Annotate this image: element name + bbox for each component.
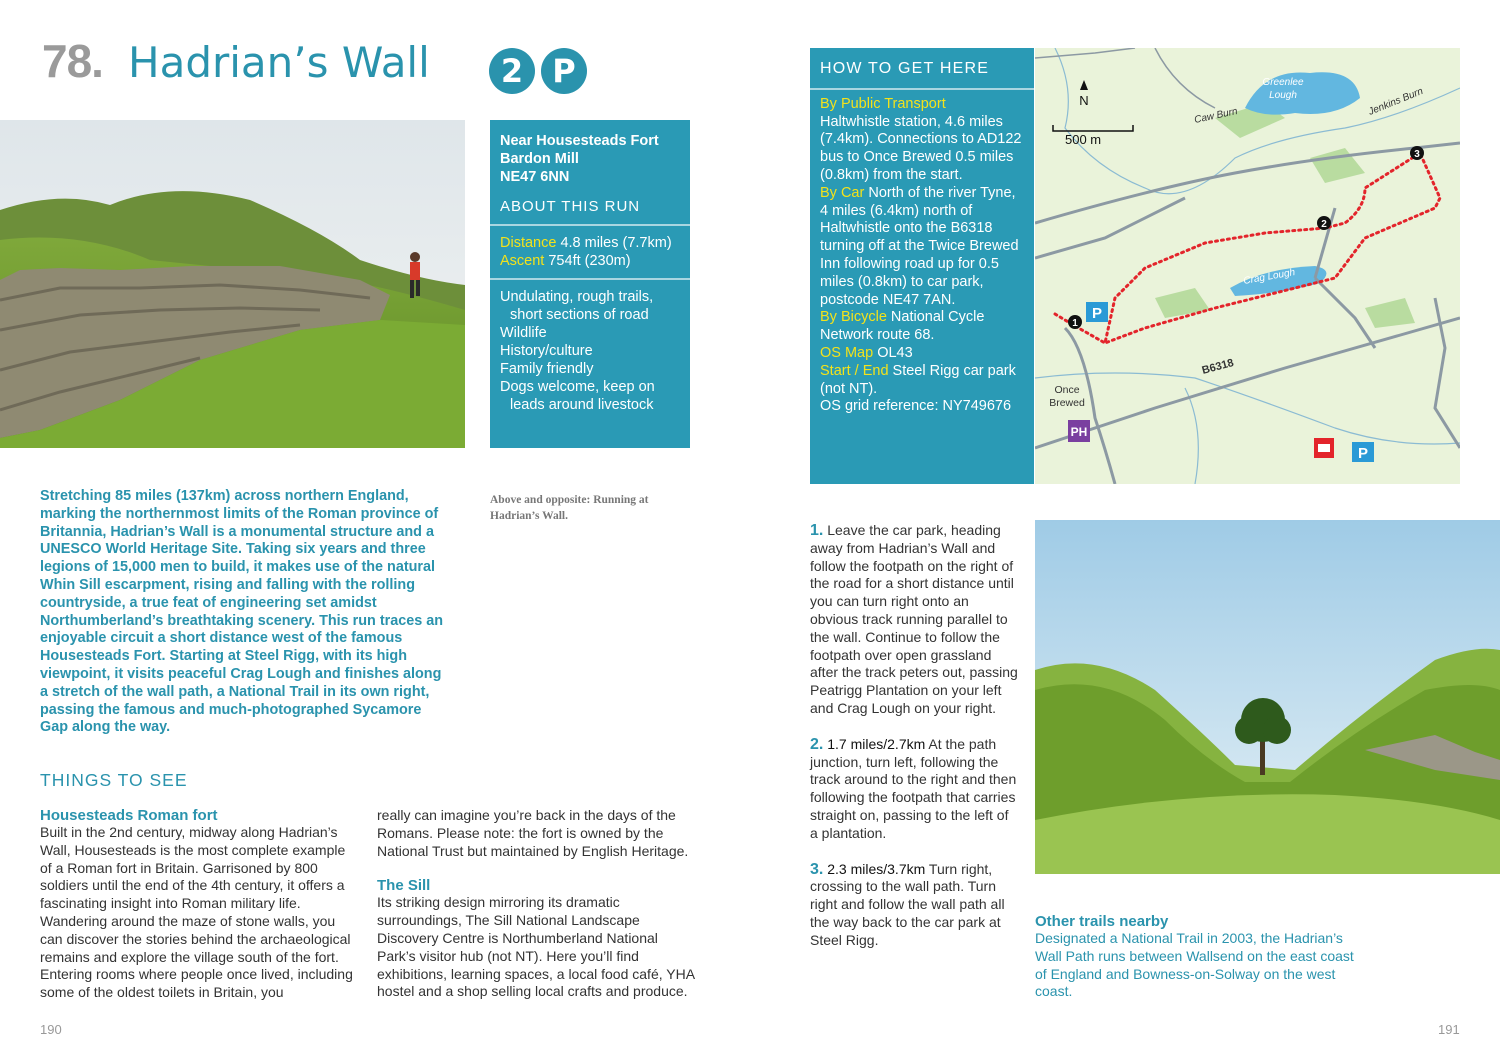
pub-label: PH bbox=[1070, 425, 1088, 439]
public-transport-text: Haltwhistle station, 4.6 miles (7.4km). Connections to AD122 bus to Once Brewed 0.5 miles (0.8km) from the start. bbox=[820, 113, 1022, 183]
step-number: 1. bbox=[810, 522, 824, 539]
ascent-value: 754ft (230m) bbox=[544, 253, 631, 269]
housesteads-text: Built in the 2nd century, midway along Hadrian’s Wall, Housesteads is the most complete example of a Roman fort in Britain. Garrisoned by 800 soldiers until the end of the 4th century, it offers a fascinating insight into Roman military life. Wandering around the maze of stone walls, you can discover the stories behind the archaeological remains and explore the village south of the fort. Entering rooms where people once lived, including some of the oldest toilets in Britain, you bbox=[40, 824, 353, 1001]
things-column-left bbox=[40, 807, 360, 1002]
car-row bbox=[820, 185, 1024, 310]
things-to-see-heading: THINGS TO SEE bbox=[40, 770, 188, 790]
housesteads-text-continued: really can imagine you’re back in the days of the Romans. Please note: the fort is owned by the National Trust but maintained by English Heritage. bbox=[377, 807, 689, 859]
other-trails-heading: Other trails nearby bbox=[1035, 913, 1169, 930]
how-heading: HOW TO GET HERE bbox=[810, 48, 1034, 90]
about-heading: ABOUT THIS RUN bbox=[500, 198, 641, 215]
intro-paragraph: Stretching 85 miles (137km) across northern England, marking the northernmost limits of the Roman province of Britannia, Hadrian’s Wall is a monumental structure and a UNESCO World Heritage Site. Taking six years and three legions of 15,000 men to build, it makes use of the natural Whin Sill escarpment, rising and falling with the rolling countryside, a true feat of engineering set amidst Northumberland’s breathtaking scenery. This run traces an enjoyable circuit a short distance west of the famous Housesteads Fort. Starting at Steel Rigg, with its high viewpoint, it visits peaceful Crag Lough and finishes along a stretch of the wall path, a National Trail in its own right, passing the famous and much-photographed Sycamore Gap along the way. bbox=[40, 488, 444, 736]
photo-caption: Above and opposite: Running at Hadrian’s Wall. bbox=[490, 494, 649, 522]
bicycle-text: National Cycle Network route 68. bbox=[820, 309, 985, 344]
start-end-label: Start / End bbox=[820, 362, 889, 379]
feature-item: Dogs welcome, keep on leads around livestock bbox=[500, 379, 655, 413]
os-map-text: OL43 bbox=[873, 344, 913, 361]
sycamore-gap-photo bbox=[1035, 520, 1500, 874]
svg-text:P: P bbox=[1357, 445, 1369, 462]
ascent-row bbox=[500, 252, 680, 270]
other-trails-nearby bbox=[1035, 913, 1365, 1001]
scale-label: 500 m bbox=[1065, 132, 1102, 147]
page-number-left: 190 bbox=[40, 1022, 62, 1037]
start-end-text: Steel Rigg car park (not NT). bbox=[820, 362, 1016, 397]
step-text: Turn right, crossing to the wall path. Turn right and follow the wall path all the way back to the car park at Steel Rigg. bbox=[810, 860, 1005, 948]
route-map bbox=[1035, 48, 1460, 484]
housesteads-heading: Housesteads Roman fort bbox=[40, 807, 218, 824]
map-label-caw-burn: Caw Burn bbox=[1193, 106, 1239, 126]
step-text: Leave the car park, heading away from Hadrian’s Wall and follow the footpath on the right of the road for a short distance until you can turn right onto an obvious track running parallel to the wall. Continue to follow the footpath over open grassland after the track peters out, passing Peatrigg Plantation on your left and Crag Lough on your right. bbox=[810, 522, 1018, 716]
feature-item: Wildlife bbox=[500, 325, 547, 341]
feature-item: History/culture bbox=[500, 343, 593, 359]
divider bbox=[490, 224, 690, 226]
bicycle-row bbox=[820, 309, 1024, 345]
distance-row bbox=[500, 234, 680, 252]
how-to-get-here-box bbox=[810, 48, 1034, 484]
waypoint-label: 1 bbox=[1072, 318, 1078, 329]
waypoint-label: 2 bbox=[1321, 219, 1327, 230]
the-sill-text: Its striking design mirroring its dramatic surroundings, The Sill National Landscape Discovery Centre is Northumberland National Park’s visitor hub (not NT). Here you’ll find exhibitions, learning spaces, a local food café, YHA hostel and a shop selling local crafts and produce. bbox=[377, 894, 695, 1000]
step-distance: 1.7 miles/2.7km bbox=[823, 735, 926, 752]
the-sill-heading: The Sill bbox=[377, 877, 431, 895]
north-label: N bbox=[1079, 93, 1089, 108]
hadrians-wall-photo bbox=[0, 120, 465, 448]
car-label: By Car bbox=[820, 184, 865, 201]
page-number-right: 191 bbox=[1438, 1022, 1460, 1037]
public-transport-label: By Public Transport bbox=[820, 95, 946, 112]
feature-item: Family friendly bbox=[500, 361, 594, 377]
map-label-crag-lough: Crag Lough bbox=[1242, 267, 1296, 287]
run-number: 78. bbox=[42, 35, 103, 87]
route-directions bbox=[810, 522, 1020, 968]
step bbox=[810, 861, 1020, 950]
map-label-once-brewed: Once Brewed bbox=[1049, 384, 1085, 409]
grid-reference: OS grid reference: NY749676 bbox=[820, 398, 1012, 415]
step-number: 3. bbox=[810, 860, 824, 878]
os-map-row bbox=[820, 345, 1024, 363]
run-info-box bbox=[490, 120, 690, 448]
rating-badge: 2 bbox=[489, 48, 535, 94]
distance-value: 4.8 miles (7.7km) bbox=[556, 235, 672, 251]
map-label-greenlee: Greenlee Lough bbox=[1262, 77, 1304, 101]
things-column-right bbox=[377, 807, 697, 1001]
distance-label: Distance bbox=[500, 235, 557, 251]
parking-badge: P bbox=[541, 48, 587, 94]
step-number: 2. bbox=[810, 735, 824, 753]
step bbox=[810, 522, 1020, 718]
step-distance: 2.3 miles/3.7km bbox=[823, 860, 926, 877]
other-trails-text: Designated a National Trail in 2003, the Hadrian’s Wall Path runs between Wallsend on the east coast of England and Bowness-on-Solway on the west coast. bbox=[1035, 930, 1354, 1000]
divider bbox=[490, 278, 690, 280]
map-label-road: B6318 bbox=[1200, 356, 1236, 377]
address-line: Near Housesteads Fort bbox=[500, 133, 659, 149]
car-text: North of the river Tyne, 4 miles (6.4km) north of Haltwhistle onto the B6318 turning off at the Twice Brewed Inn following road up for 0.5 miles (0.8km) to car park, postcode NE47 7AN. bbox=[820, 184, 1019, 308]
feature-item: Undulating, rough trails, short sections of road bbox=[500, 289, 654, 323]
bicycle-label: By Bicycle bbox=[820, 309, 887, 326]
step-text: At the path junction, turn left, following the track around to the right and then following the footpath that carries straight on, passing to the left of a plantation. bbox=[810, 735, 1017, 841]
page-title: Hadrian’s Wall bbox=[128, 38, 430, 87]
start-end-row bbox=[820, 363, 1024, 399]
ascent-label: Ascent bbox=[500, 253, 545, 269]
svg-text:P: P bbox=[1091, 305, 1103, 322]
address-line: Bardon Mill bbox=[500, 151, 579, 167]
os-map-label: OS Map bbox=[820, 344, 874, 361]
waypoint-label: 3 bbox=[1414, 149, 1420, 160]
address-line: NE47 6NN bbox=[500, 169, 570, 185]
map-label-jenkins-burn: Jenkins Burn bbox=[1367, 85, 1425, 118]
step bbox=[810, 736, 1020, 843]
